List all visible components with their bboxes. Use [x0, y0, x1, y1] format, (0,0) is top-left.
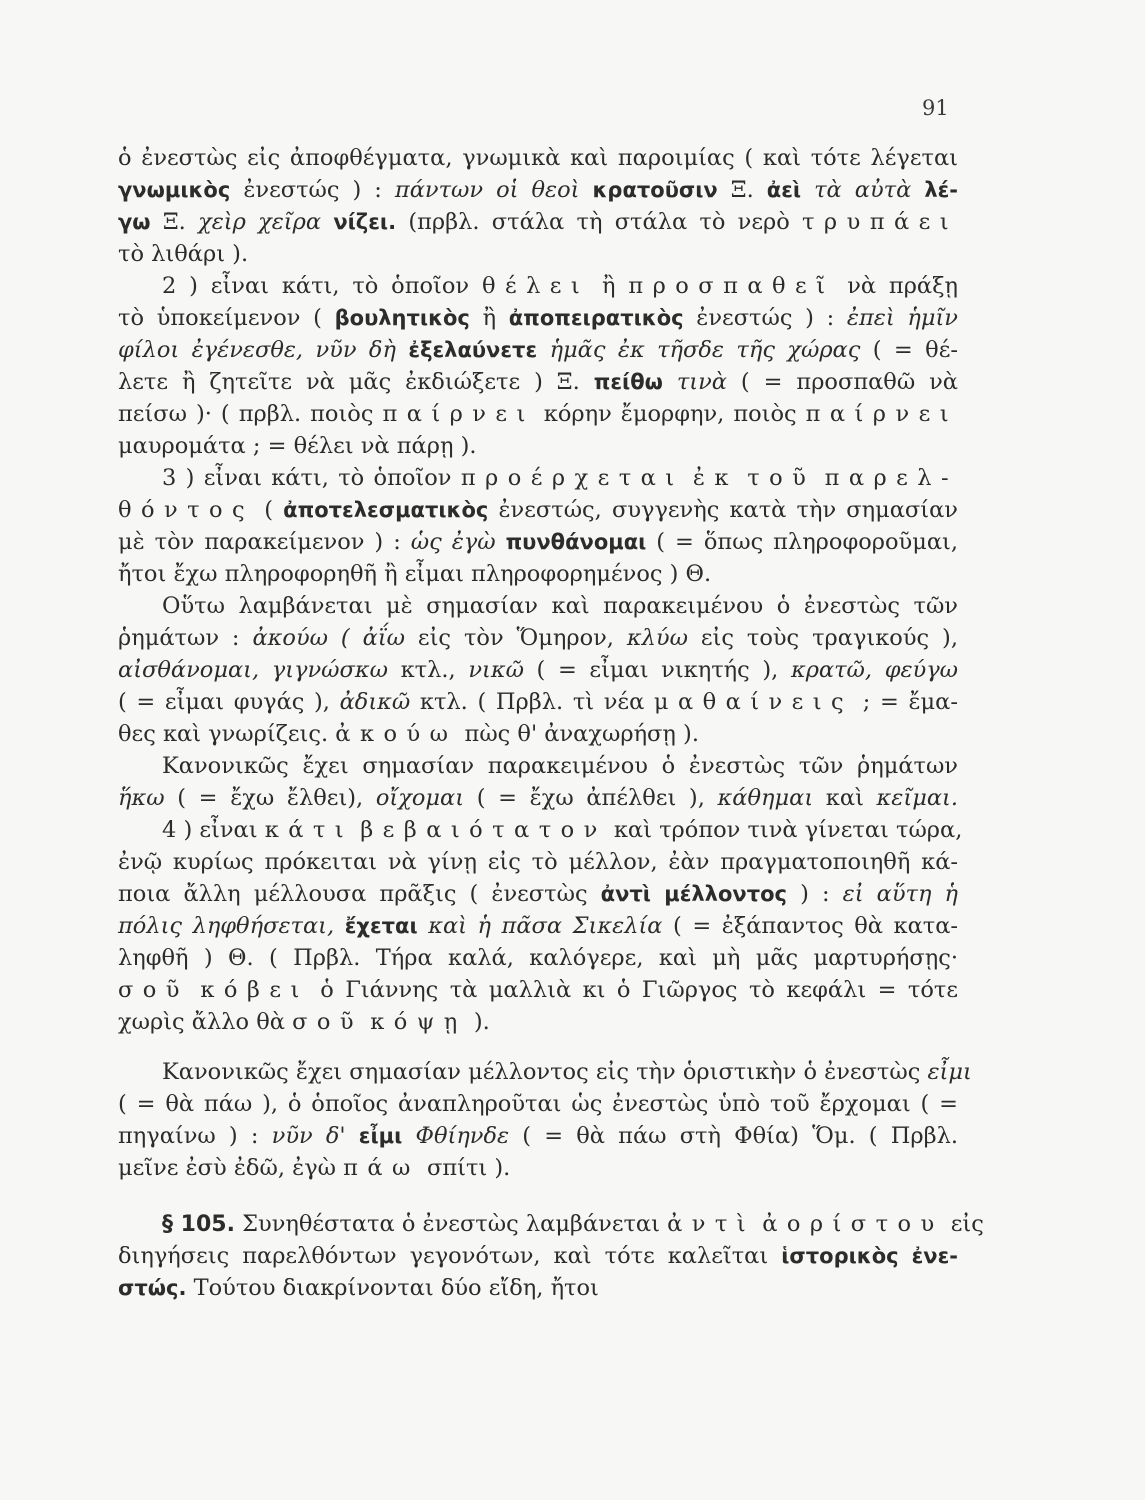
- text-run: [496, 529, 506, 555]
- text-run: ἐνεστώς ) :: [230, 177, 395, 203]
- italic-quote: τὰ αὐτὰ: [814, 177, 912, 203]
- italic-quote: ἀδικῶ: [339, 689, 411, 715]
- spaced-emphasis: ἀντὶ: [667, 1211, 756, 1237]
- bold-term: γνωμικὸς: [118, 178, 231, 202]
- text-run: λετε ἢ ζητεῖτε νὰ μᾶς ἐκδιώξετε ) Ξ.: [118, 369, 594, 395]
- text-line: [118, 878, 958, 910]
- text-line: [118, 206, 958, 238]
- text-line: [118, 782, 958, 814]
- text-run: ὁ Γιάννης τὰ μαλλιὰ κι ὁ Γιῶργος τὸ κεφάλι = τότε: [308, 977, 958, 1003]
- text-run: [346, 1123, 359, 1149]
- text-run: τὸ ὑποκείμενον (: [118, 305, 335, 331]
- bold-term: ἀντὶ μέλλοντος: [600, 882, 787, 906]
- text-run: [801, 177, 814, 203]
- text-run: καὶ τρόπον τινὰ γίνεται τώρα,: [606, 817, 963, 843]
- italic-quote: τινὰ: [676, 369, 727, 395]
- text-run: ποια ἄλλη μέλλουσα πρᾶξις ( ἐνεστὼς: [118, 881, 601, 907]
- text-run: ( = θέ-: [860, 337, 958, 363]
- text-run: [899, 1243, 912, 1269]
- spaced-emphasis: παίρνει: [805, 401, 958, 427]
- bold-term: ἱστορικὸς: [781, 1244, 899, 1268]
- text-line: [118, 1120, 958, 1152]
- spaced-emphasis: θέλει: [481, 273, 590, 299]
- text-run: [321, 209, 333, 235]
- text-run: [334, 913, 345, 939]
- text-run: ( = ἔχω ἔλθει),: [164, 785, 376, 811]
- italic-quote: φίλοι ἐγένεσθε, νῦν δὴ: [118, 337, 396, 363]
- text-run: ἢ: [589, 273, 629, 299]
- text-line: [118, 910, 958, 942]
- italic-quote: ἡμᾶς ἐκ τῆσδε τῆς χώρας: [549, 337, 861, 363]
- text-line: [118, 1152, 958, 1184]
- text-run: (πρβλ. στάλα τὴ στάλα τὸ νερὸ: [396, 209, 803, 235]
- text-run: ληφθῆ ) Θ. ( Πρβλ. Τήρα καλά, καλόγερε, καὶ μὴ μᾶς μαρτυρήσῃς·: [118, 945, 958, 971]
- text-run: καὶ: [813, 785, 877, 811]
- text-run: [396, 337, 408, 363]
- text-line: [118, 846, 958, 878]
- text-run: [684, 465, 693, 491]
- text-run: Τούτου διακρίνονται δύο εἴδη, ἤτοι: [186, 1275, 599, 1301]
- italic-quote: οἴχομαι: [375, 785, 465, 811]
- text-run: [537, 337, 549, 363]
- spaced-emphasis: παρελ-: [824, 465, 959, 491]
- text-run: ( = εἶμαι φυγάς ),: [118, 689, 340, 715]
- italic-quote: ὡς ἐγὼ: [410, 529, 496, 555]
- text-run: θες καὶ γνωρίζεις.: [118, 721, 336, 747]
- bold-term: πυνθάνομαι: [505, 530, 647, 554]
- text-run: ( = θὰ πάω στὴ Φθία) Ὅμ. ( Πρβλ.: [509, 1123, 958, 1149]
- text-line: [118, 174, 958, 206]
- bold-term: ἀποτελεσματικὸς: [283, 498, 489, 522]
- text-run: ὁ ἐνεστὼς εἰς ἀποφθέγματα, γνωμικὰ καὶ παροιμίας ( καὶ τότε λέγεται: [118, 145, 958, 171]
- text-run: μαυρομάτα ; = θέλει νὰ πάρῃ ).: [118, 433, 477, 459]
- text-run: Οὕτω λαμβάνεται μὲ σημασίαν καὶ παρακειμένου ὁ ἐνεστὼς τῶν: [162, 593, 958, 619]
- italic-quote: Φθίηνδε: [415, 1123, 510, 1149]
- text-run: πείσω )· ( πρβλ. ποιὸς: [118, 401, 383, 427]
- spaced-emphasis: παίρνει: [382, 401, 535, 427]
- text-run: ( = ἔχω ἀπέλθει ),: [464, 785, 718, 811]
- text-run: ἐνῷ κυρίως πρόκειται νὰ γίνῃ εἰς τὸ μέλλον, ἐὰν πραγματοποιηθῆ κά-: [118, 849, 958, 875]
- bold-term: στώς.: [118, 1276, 187, 1300]
- spaced-emphasis: μαθαίνεις: [653, 689, 854, 715]
- spaced-emphasis: κάτι: [264, 817, 354, 843]
- text-run: σπίτι ).: [419, 1155, 511, 1181]
- text-run: ).: [466, 1009, 490, 1035]
- text-line: [118, 462, 958, 494]
- text-line: [118, 750, 958, 782]
- italic-quote: αἰσθάνομαι, γιγνώσκω: [118, 657, 388, 683]
- text-run: (: [254, 497, 284, 523]
- text-run: τὸ λιθάρι ).: [118, 241, 249, 267]
- text-run: Κανονικῶς ἔχει σημασίαν μέλλοντος εἰς τὴν ὁριστικὴν ὁ ἐνεστὼς: [162, 1059, 928, 1085]
- spaced-emphasis: θόντος: [118, 497, 255, 523]
- page-number: 91: [922, 96, 949, 120]
- text-line: [118, 270, 958, 302]
- text-run: ἢ: [469, 305, 509, 331]
- text-run: [402, 1123, 415, 1149]
- spaced-emphasis: ἀκούω: [335, 721, 458, 747]
- text-run: ; = ἔμα-: [853, 689, 958, 715]
- text-run: διηγήσεις παρελθόντων γεγονότων, καὶ τότε καλεῖται: [118, 1243, 782, 1269]
- bold-term: γω: [118, 210, 151, 234]
- text-line: [118, 142, 958, 174]
- spaced-emphasis: προέρχεται: [460, 465, 684, 491]
- italic-quote: καὶ ἡ πᾶσα Σικελία: [428, 913, 663, 939]
- italic-quote: κρατῶ, φεύγω: [790, 657, 958, 683]
- text-run: εἰς τοὺς τραγικούς ),: [687, 625, 958, 651]
- text-run: Συνηθέστατα ὁ ἐνεστὼς λαμβάνεται: [234, 1211, 668, 1237]
- italic-quote: χεὶρ χεῖρα: [198, 209, 322, 235]
- bold-term: πείθω: [593, 370, 663, 394]
- italic-quote: νικῶ: [468, 657, 524, 683]
- text-line: [118, 942, 958, 974]
- text-run: ῥημάτων :: [118, 625, 253, 651]
- bold-term: νίζει.: [333, 210, 397, 234]
- text-run: εἰς: [943, 1211, 984, 1237]
- text-run: ( = θὰ πάω ), ὁ ὁποῖος ἀναπληροῦται ὡς ἐνεστὼς ὑπὸ τοῦ ἔρχομαι ( =: [118, 1091, 958, 1117]
- text-run: ( = προσπαθῶ νὰ: [726, 369, 959, 395]
- text-line: [118, 494, 958, 526]
- italic-quote: κλύω: [626, 625, 688, 651]
- text-run: [579, 177, 592, 203]
- spaced-emphasis: ἐκ: [692, 465, 738, 491]
- text-run: 3 ) εἶναι κάτι, τὸ ὁποῖον: [162, 465, 461, 491]
- spaced-emphasis: τρυπάει: [802, 209, 958, 235]
- text-run: ( = ὅπως πληροφοροῦμαι,: [646, 529, 958, 555]
- text-run: [663, 369, 677, 395]
- text-line: [118, 558, 958, 590]
- text-run: [911, 177, 924, 203]
- text-run: ἐνεστώς ) :: [683, 305, 847, 331]
- text-line: [118, 814, 963, 846]
- text-run: χωρὶς ἄλλο θὰ: [118, 1009, 293, 1035]
- italic-quote: εἶμι: [927, 1059, 972, 1085]
- text-run: κτλ.,: [387, 657, 469, 683]
- spaced-emphasis: κόψῃ: [370, 1009, 467, 1035]
- bold-term: κρατοῦσιν: [592, 178, 718, 202]
- italic-quote: κάθημαι: [717, 785, 814, 811]
- text-run: Ξ.: [717, 177, 767, 203]
- text-line: [118, 1056, 972, 1088]
- text-run: πηγαίνω ) :: [118, 1123, 272, 1149]
- text-run: 2 ) εἶναι κάτι, τὸ ὁποῖον: [162, 273, 482, 299]
- text-run: [418, 913, 429, 939]
- spaced-emphasis: προσπαθεῖ: [628, 273, 835, 299]
- italic-quote: εἰ αὕτη ἡ: [842, 881, 959, 907]
- text-run: [738, 465, 747, 491]
- text-line: [118, 686, 958, 718]
- text-line: [118, 622, 958, 654]
- spaced-emphasis: πάω: [343, 1155, 420, 1181]
- text-line: [118, 238, 958, 270]
- bold-term: ἐνε-: [911, 1244, 959, 1268]
- italic-quote: ἀκούω ( ἀΐω: [252, 625, 405, 651]
- text-line: [118, 718, 958, 750]
- text-run: Ξ.: [150, 209, 199, 235]
- section-number: § 105.: [162, 1212, 235, 1237]
- text-run: μεῖνε ἐσὺ ἐδῶ, ἐγὼ: [118, 1155, 344, 1181]
- italic-quote: ἥκω: [118, 785, 165, 811]
- text-line: [118, 974, 958, 1006]
- text-run: πὼς θ' ἀναχωρήσῃ ).: [457, 721, 699, 747]
- text-line: [118, 398, 958, 430]
- text-run: ) :: [786, 881, 843, 907]
- bold-term: βουλητικὸς: [334, 306, 470, 330]
- spaced-emphasis: σοῦ: [118, 977, 189, 1003]
- italic-quote: κεῖμαι.: [876, 785, 958, 811]
- spaced-emphasis: βεβαιότατον: [360, 817, 607, 843]
- text-line: [118, 526, 958, 558]
- italic-quote: πόλις ληφθήσεται,: [118, 913, 335, 939]
- italic-quote: πάντων οἱ θεοὶ: [394, 177, 580, 203]
- bold-term: εἶμι: [358, 1124, 403, 1148]
- bold-term: ἔχεται: [344, 914, 418, 938]
- bold-term: ἀεὶ: [766, 178, 802, 202]
- text-run: ( = εἶμαι νικητής ),: [523, 657, 791, 683]
- text-line: [118, 430, 958, 462]
- text-line: [118, 1240, 958, 1272]
- spaced-emphasis: ἀορίστου: [762, 1211, 944, 1237]
- italic-quote: ἐπεὶ ἡμῖν: [846, 305, 958, 331]
- text-line: [118, 1208, 984, 1240]
- text-line: [118, 302, 958, 334]
- text-run: μὲ τὸν παρακείμενον ) :: [118, 529, 411, 555]
- text-run: ἐνεστώς, συγγενὴς κατὰ τὴν σημασίαν: [488, 497, 958, 523]
- bold-term: ἐξελαύνετε: [408, 338, 538, 362]
- text-run: κτλ. ( Πρβλ. τὶ νέα: [410, 689, 654, 715]
- text-run: ( = ἐξάπαντος θὰ κατα-: [662, 913, 959, 939]
- text-run: κόρην ἔμορφην, ποιὸς: [534, 401, 806, 427]
- bold-term: λέ-: [924, 178, 959, 202]
- text-run: [189, 977, 200, 1003]
- body-text: [118, 142, 984, 1304]
- text-line: [118, 1088, 958, 1120]
- text-run: 4 ) εἶναι: [162, 817, 265, 843]
- italic-quote: νῦν δ': [271, 1123, 346, 1149]
- text-line: [118, 334, 958, 366]
- text-line: [118, 1272, 958, 1304]
- text-run: Κανονικῶς ἔχει σημασίαν παρακειμένου ὁ ἐνεστὼς τῶν ῥημάτων: [162, 753, 958, 779]
- spaced-emphasis: τοῦ: [747, 465, 816, 491]
- text-line: [118, 590, 958, 622]
- text-run: νὰ πράξῃ: [834, 273, 958, 299]
- text-run: ἤτοι ἔχω πληροφορηθῆ ἢ εἶμαι πληροφορημένος ) Θ.: [118, 561, 712, 587]
- text-line: [118, 366, 958, 398]
- text-run: [815, 465, 824, 491]
- spaced-emphasis: σοῦ: [292, 1009, 364, 1035]
- bold-term: ἀποπειρατικὸς: [508, 306, 684, 330]
- text-line: [118, 1006, 958, 1038]
- text-line: [118, 654, 958, 686]
- spaced-emphasis: κόβει: [200, 977, 309, 1003]
- text-run: εἰς τὸν Ὅμηρον,: [405, 625, 627, 651]
